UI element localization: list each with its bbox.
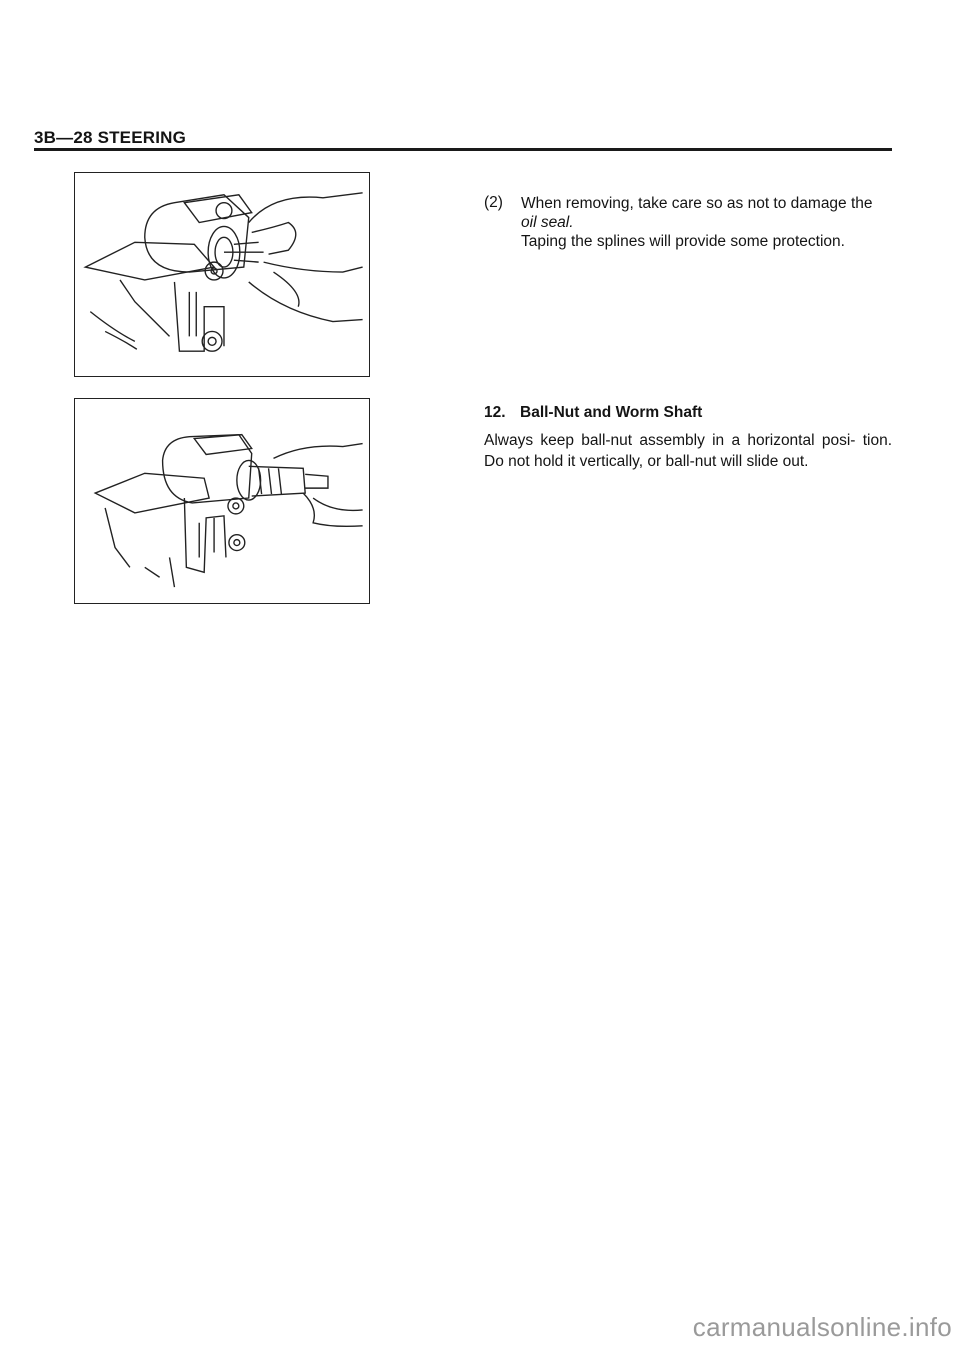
step-line-2: oil seal.: [521, 214, 574, 231]
section-title: Ball-Nut and Worm Shaft: [520, 404, 703, 421]
section-heading: [484, 404, 702, 422]
step-text: [521, 194, 901, 251]
step-line-1: When removing, take care so as not to damage the: [521, 195, 873, 212]
step-number: (2): [484, 194, 503, 211]
figure-oil-seal-removal: [74, 172, 370, 377]
step-line-3: Taping the splines will provide some protection.: [521, 233, 845, 250]
oil-seal-illustration: [75, 173, 369, 376]
ball-nut-illustration: [75, 399, 369, 603]
watermark: carmanualsonline.info: [692, 1312, 952, 1342]
page-header: 3B—28 STEERING: [34, 128, 187, 147]
figure-ball-nut-worm-shaft: [74, 398, 370, 604]
section-body: Always keep ball-nut assembly in a horizontal posi- tion. Do not hold it vertically, or ball-nut will slide out.: [484, 432, 892, 470]
header-rule: [34, 148, 892, 151]
section-number: 12.: [484, 404, 506, 421]
